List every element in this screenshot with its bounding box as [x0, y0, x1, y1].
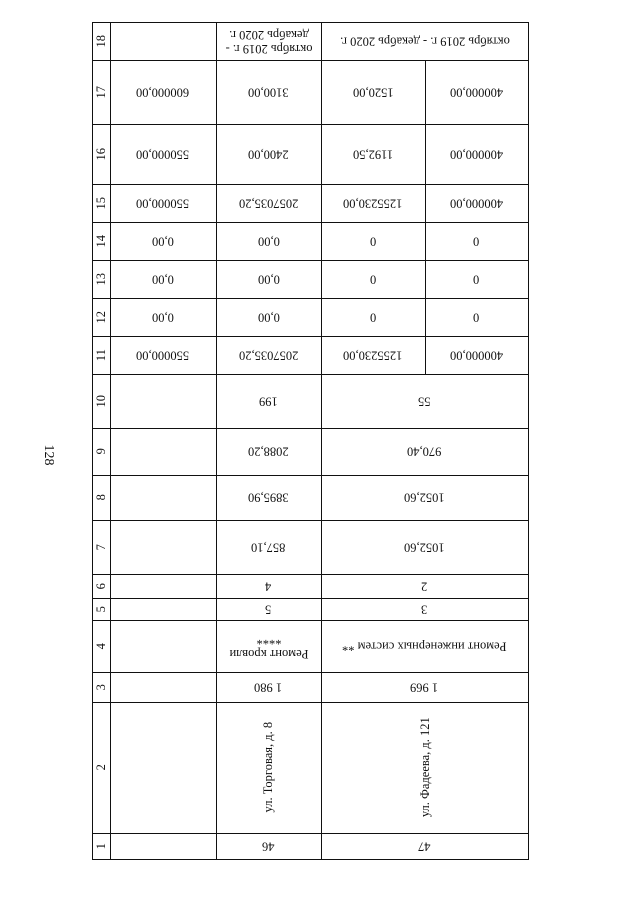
table-cell: 5: [265, 602, 272, 617]
table-cell: 550000,00: [136, 147, 190, 162]
table-cell: 400000,00: [449, 147, 504, 162]
col-number: 18: [93, 34, 108, 48]
col-number: 13: [93, 272, 108, 286]
table-cell: 2057035,20: [238, 196, 299, 211]
col-number: 12: [93, 310, 108, 324]
table-cell: 857,10: [251, 540, 286, 555]
col-number: 11: [93, 348, 108, 362]
table-cell: 2: [421, 579, 428, 594]
col-number: 14: [93, 234, 108, 248]
table-cell: 46: [262, 839, 275, 854]
table-cell: 0,00: [257, 310, 280, 325]
table-cell: 0: [473, 310, 480, 325]
table-cell: октябрь 2019 г. - декабрь 2020 г.: [225, 27, 312, 56]
grid-line: [92, 859, 529, 860]
table-cell: 400000,00: [449, 85, 504, 100]
table-cell: 199: [259, 394, 278, 409]
table-cell: Ремонт инженерных систем **: [342, 639, 507, 654]
col-number: 1: [93, 842, 108, 850]
table-cell: 970,40: [407, 444, 442, 459]
col-number: 7: [93, 543, 108, 551]
col-number: 16: [93, 147, 108, 161]
col-number: 15: [93, 196, 108, 210]
table-cell: 1520,00: [352, 85, 394, 100]
table-cell: ул. Фадеева, д. 121: [417, 717, 432, 818]
table-cell: 2057035,20: [238, 348, 299, 363]
col-number: 4: [93, 642, 108, 650]
col-number: 5: [93, 605, 108, 613]
table-cell: 400000,00: [449, 348, 504, 363]
table-cell: 0: [369, 234, 377, 249]
col-number: 10: [93, 394, 108, 408]
table-cell: 0,00: [257, 272, 280, 287]
col-number: 17: [93, 85, 108, 99]
table-cell: 0: [473, 234, 480, 249]
table-cell: 2088,20: [248, 444, 289, 459]
table-cell: 1192,50: [352, 147, 394, 162]
table-cell: 4: [265, 579, 272, 594]
table-cell: 1255230,00: [343, 348, 403, 363]
table-cell: 0: [369, 272, 377, 287]
table-cell: 0,00: [152, 272, 174, 287]
col-number: 9: [93, 448, 108, 455]
table-cell: 1052,60: [404, 540, 445, 555]
table-cell: Ремонт кровли ****: [229, 632, 309, 661]
table-cell: 0,00: [152, 234, 174, 249]
col-number: 8: [93, 494, 108, 501]
col-number: 3: [93, 683, 108, 691]
col-number: 6: [93, 582, 108, 590]
table-cell: октябрь 2019 г. - декабрь 2020 г.: [339, 34, 510, 49]
table-cell: 3100,00: [248, 85, 289, 100]
table-cell: 1 980: [254, 680, 283, 695]
table-cell: 1 969: [410, 680, 439, 695]
table-cell: 3895,90: [248, 490, 289, 505]
table-cell: 0,00: [257, 234, 280, 249]
table-cell: 550000,00: [136, 196, 190, 211]
table-cell: 550000,00: [136, 348, 190, 363]
table-cell: 1255230,00: [343, 196, 403, 211]
grid-line: [528, 22, 529, 860]
table-cell: 47: [418, 839, 431, 854]
table-cell: 1052,60: [404, 490, 445, 505]
table-cell: 0: [473, 272, 480, 287]
table-cell: 55: [418, 394, 431, 409]
table-cell: 400000,00: [449, 196, 504, 211]
table-cell: 600000,00: [136, 85, 190, 100]
table-cell: 0: [369, 310, 377, 325]
table-cell: ул. Торговая, д. 8: [261, 722, 276, 813]
table-cell: 0,00: [152, 310, 174, 325]
data-table: [92, 22, 529, 860]
table-cell: 3: [421, 602, 428, 617]
col-number: 2: [93, 764, 108, 771]
page-number: 128: [41, 444, 56, 466]
table-cell: 2400,00: [248, 147, 289, 162]
